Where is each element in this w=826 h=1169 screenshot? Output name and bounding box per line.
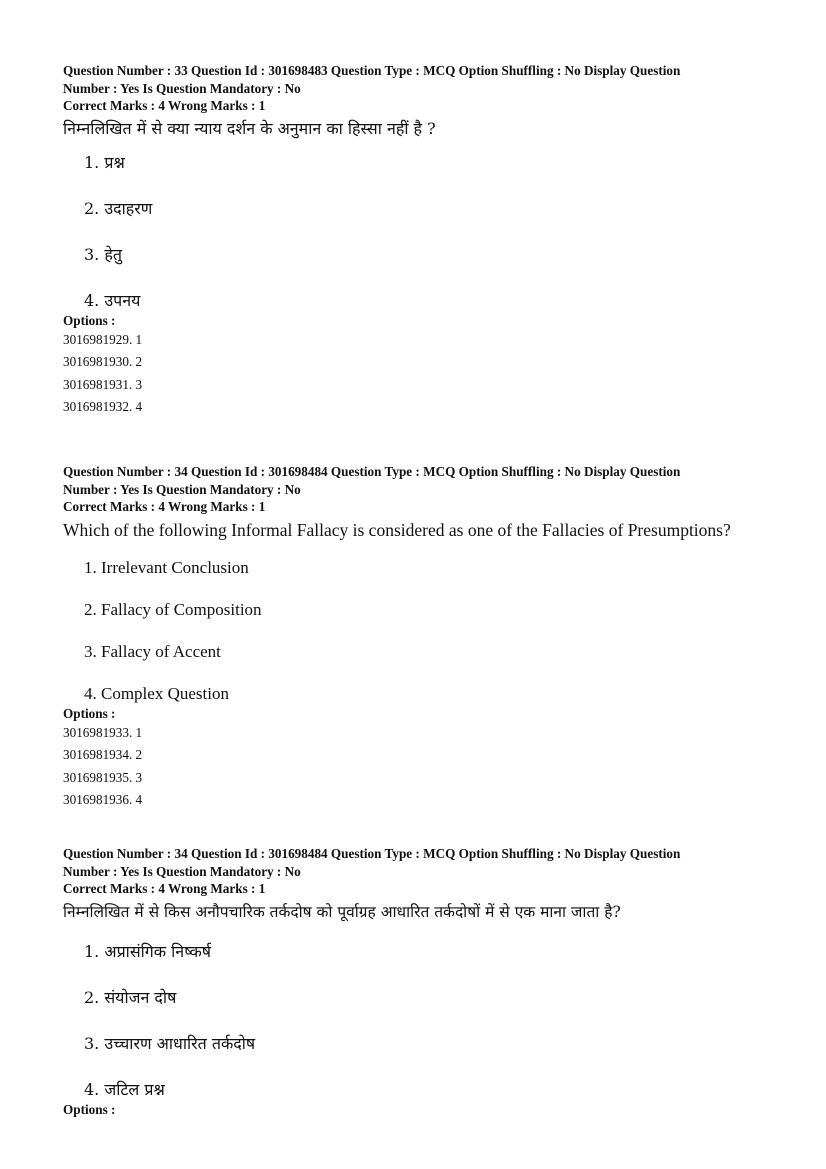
answer-choice-3: 3. Fallacy of Accent — [84, 641, 221, 661]
question-text: निम्नलिखित में से क्या न्याय दर्शन के अनुमान का हिस्सा नहीं है ? — [63, 118, 436, 138]
question-meta-line1: Question Number : 33 Question Id : 301698483 Question Type : MCQ Option Shuffling : No Display Question — [63, 63, 681, 78]
answer-choice-1: 1. प्रश्न — [84, 152, 125, 172]
question-block-33 — [63, 62, 763, 419]
options-label: Options : — [63, 312, 116, 328]
answer-choice-2: 2. Fallacy of Composition — [84, 599, 262, 619]
answer-choice-1: 1. Irrelevant Conclusion — [84, 557, 249, 577]
option-id: 3016981933. 1 — [63, 724, 143, 740]
question-meta-line2: Number : Yes Is Question Mandatory : No — [63, 863, 301, 879]
question-block-34-en — [63, 463, 763, 812]
option-id: 3016981931. 3 — [63, 376, 143, 392]
answer-choice-4: 4. जटिल प्रश्न — [84, 1079, 165, 1099]
answer-choice-2: 2. संयोजन दोष — [84, 987, 177, 1007]
option-id: 3016981936. 4 — [63, 792, 143, 807]
question-text: Which of the following Informal Fallacy is considered as one of the Fallacies of Presumptions? — [63, 519, 731, 540]
options-label: Options : — [63, 705, 116, 721]
answer-choice-4: 4. उपनय — [84, 290, 141, 310]
question-block-34-hi — [63, 845, 763, 1118]
question-meta-line2: Number : Yes Is Question Mandatory : No — [63, 80, 301, 96]
question-meta-line1: Question Number : 34 Question Id : 301698484 Question Type : MCQ Option Shuffling : No Display Question — [63, 846, 681, 861]
option-id: 3016981929. 1 — [63, 331, 143, 347]
answer-choice-3: 3. उच्चारण आधारित तर्कदोष — [84, 1033, 256, 1053]
option-id: 3016981934. 2 — [63, 747, 143, 762]
answer-choice-2: 2. उदाहरण — [84, 198, 153, 218]
question-meta-line2: Number : Yes Is Question Mandatory : No — [63, 481, 301, 497]
question-marks: Correct Marks : 4 Wrong Marks : 1 — [63, 98, 266, 113]
option-id: 3016981932. 4 — [63, 399, 143, 414]
answer-choice-1: 1. अप्रासंगिक निष्कर्ष — [84, 941, 212, 961]
options-label: Options : — [63, 1101, 116, 1117]
answer-choice-4: 4. Complex Question — [84, 683, 229, 703]
question-text: निम्नलिखित में से किस अनौपचारिक तर्कदोष को पूर्वाग्रह आधारित तर्कदोषों में से एक माना जाता है? — [63, 902, 621, 921]
option-id: 3016981935. 3 — [63, 769, 143, 785]
question-marks: Correct Marks : 4 Wrong Marks : 1 — [63, 881, 266, 896]
option-id: 3016981930. 2 — [63, 354, 143, 369]
question-meta-line1: Question Number : 34 Question Id : 301698484 Question Type : MCQ Option Shuffling : No Display Question — [63, 464, 681, 479]
question-marks: Correct Marks : 4 Wrong Marks : 1 — [63, 499, 266, 514]
answer-choice-3: 3. हेतु — [84, 244, 122, 264]
